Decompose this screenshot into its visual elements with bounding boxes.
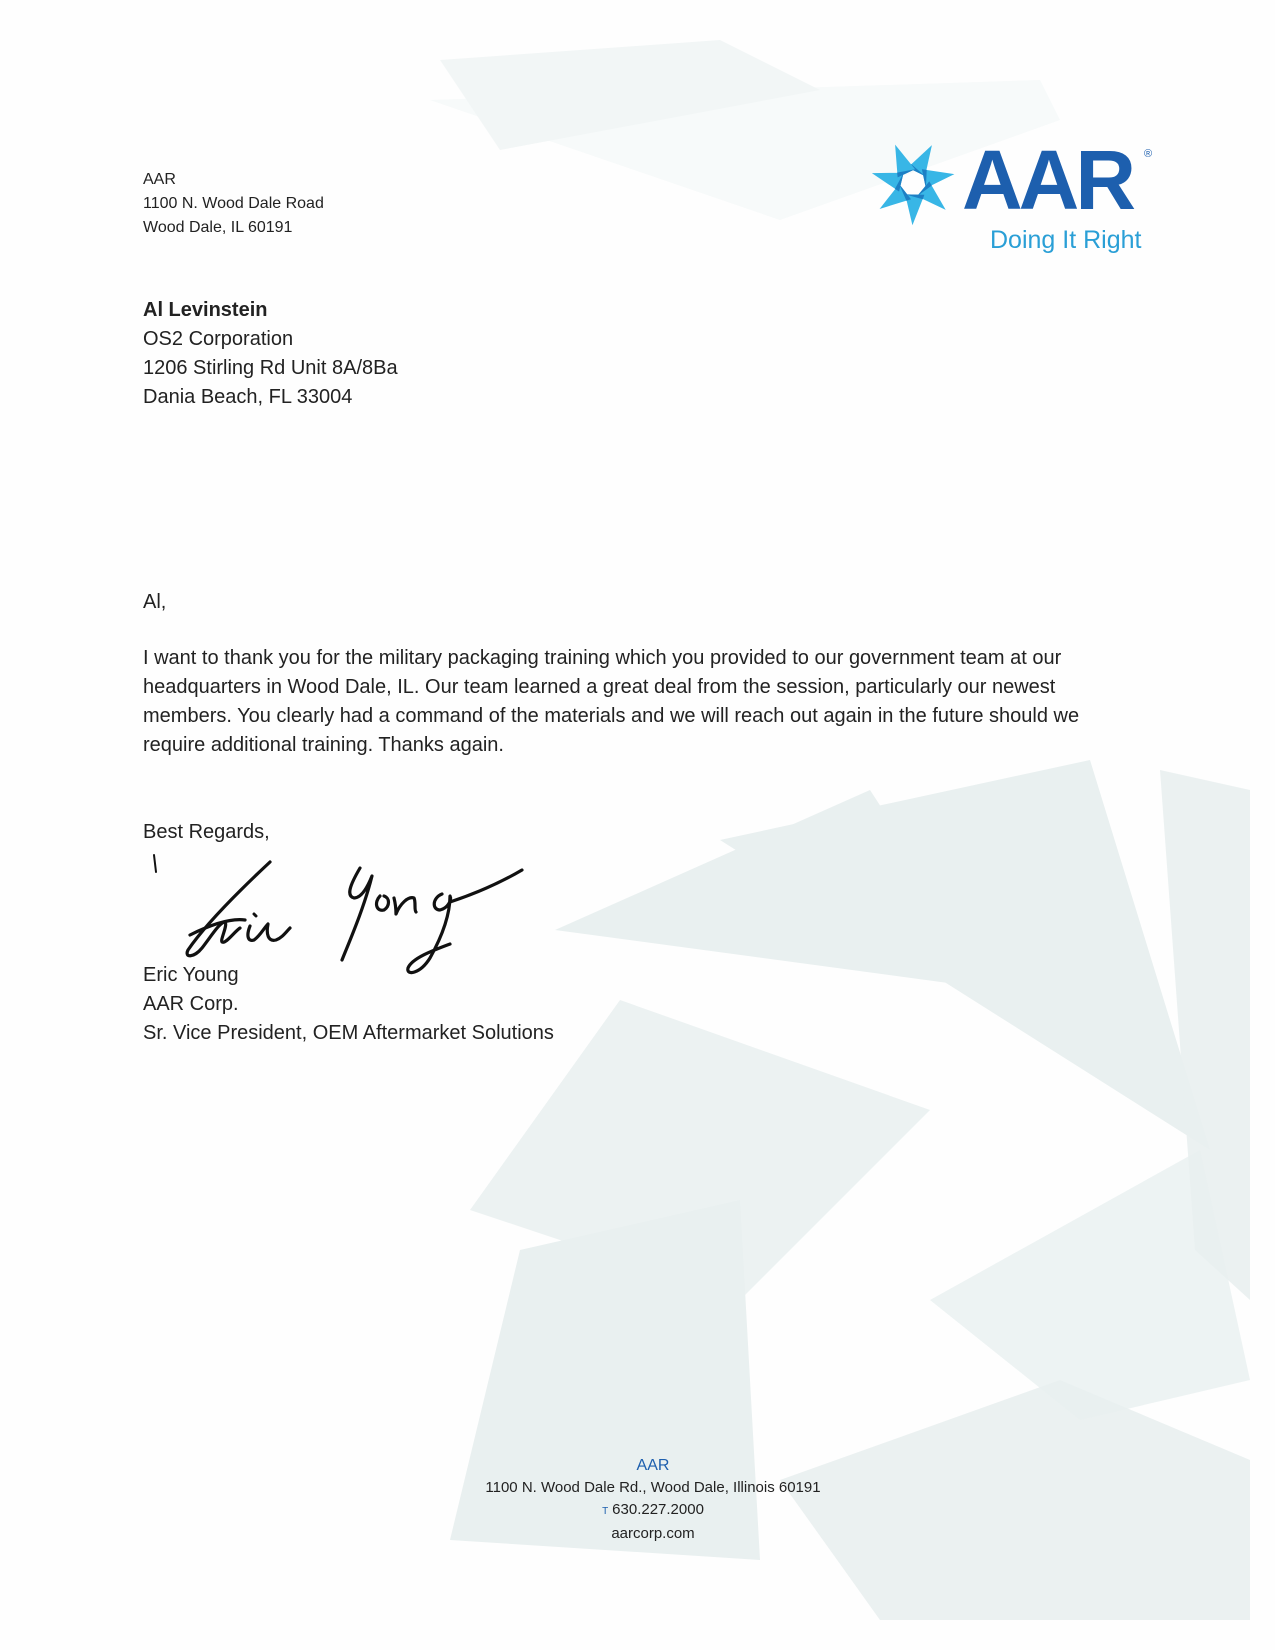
footer-company: AAR (636, 1457, 670, 1474)
signer-name: Eric Young (143, 964, 239, 986)
logo-registered-mark: ® (1144, 148, 1153, 160)
footer (453, 1455, 853, 1545)
recipient-company: OS2 Corporation (143, 328, 294, 350)
recipient-street: 1206 Stirling Rd Unit 8A/8Ba (143, 357, 398, 379)
sender-company: AAR (143, 171, 176, 188)
logo-tagline: Doing It Right (990, 226, 1142, 254)
aar-logo (870, 133, 1160, 258)
signer-block (143, 961, 554, 1048)
salutation: Al, (143, 591, 167, 613)
footer-phone-prefix: T (602, 1506, 609, 1517)
sender-street: 1100 N. Wood Dale Road (143, 195, 324, 212)
footer-address: 1100 N. Wood Dale Rd., Wood Dale, Illinois 60191 (485, 1479, 821, 1496)
recipient-address (143, 296, 398, 412)
recipient-name: Al Levinstein (143, 299, 268, 321)
closing: Best Regards, (143, 821, 270, 843)
footer-phone-line (453, 1499, 853, 1523)
body-paragraph: I want to thank you for the military packaging training which you provided to our government team at our headquarters in Wood Dale, IL. Our team learned a great deal from the session, particularly our newest members. You clearly had a command of the materials and we will reach out again in the future should we require additional training. Thanks again. (143, 647, 1080, 756)
footer-website: aarcorp.com (611, 1525, 695, 1542)
aar-pinwheel-logo-icon (870, 140, 956, 226)
recipient-city-state-zip: Dania Beach, FL 33004 (143, 386, 353, 408)
signer-company: AAR Corp. (143, 993, 239, 1015)
footer-phone: 630.227.2000 (612, 1501, 704, 1518)
sender-city-state-zip: Wood Dale, IL 60191 (143, 219, 293, 236)
signer-title: Sr. Vice President, OEM Aftermarket Solutions (143, 1022, 554, 1044)
sender-address (143, 168, 324, 240)
logo-wordmark: AAR (962, 133, 1132, 227)
